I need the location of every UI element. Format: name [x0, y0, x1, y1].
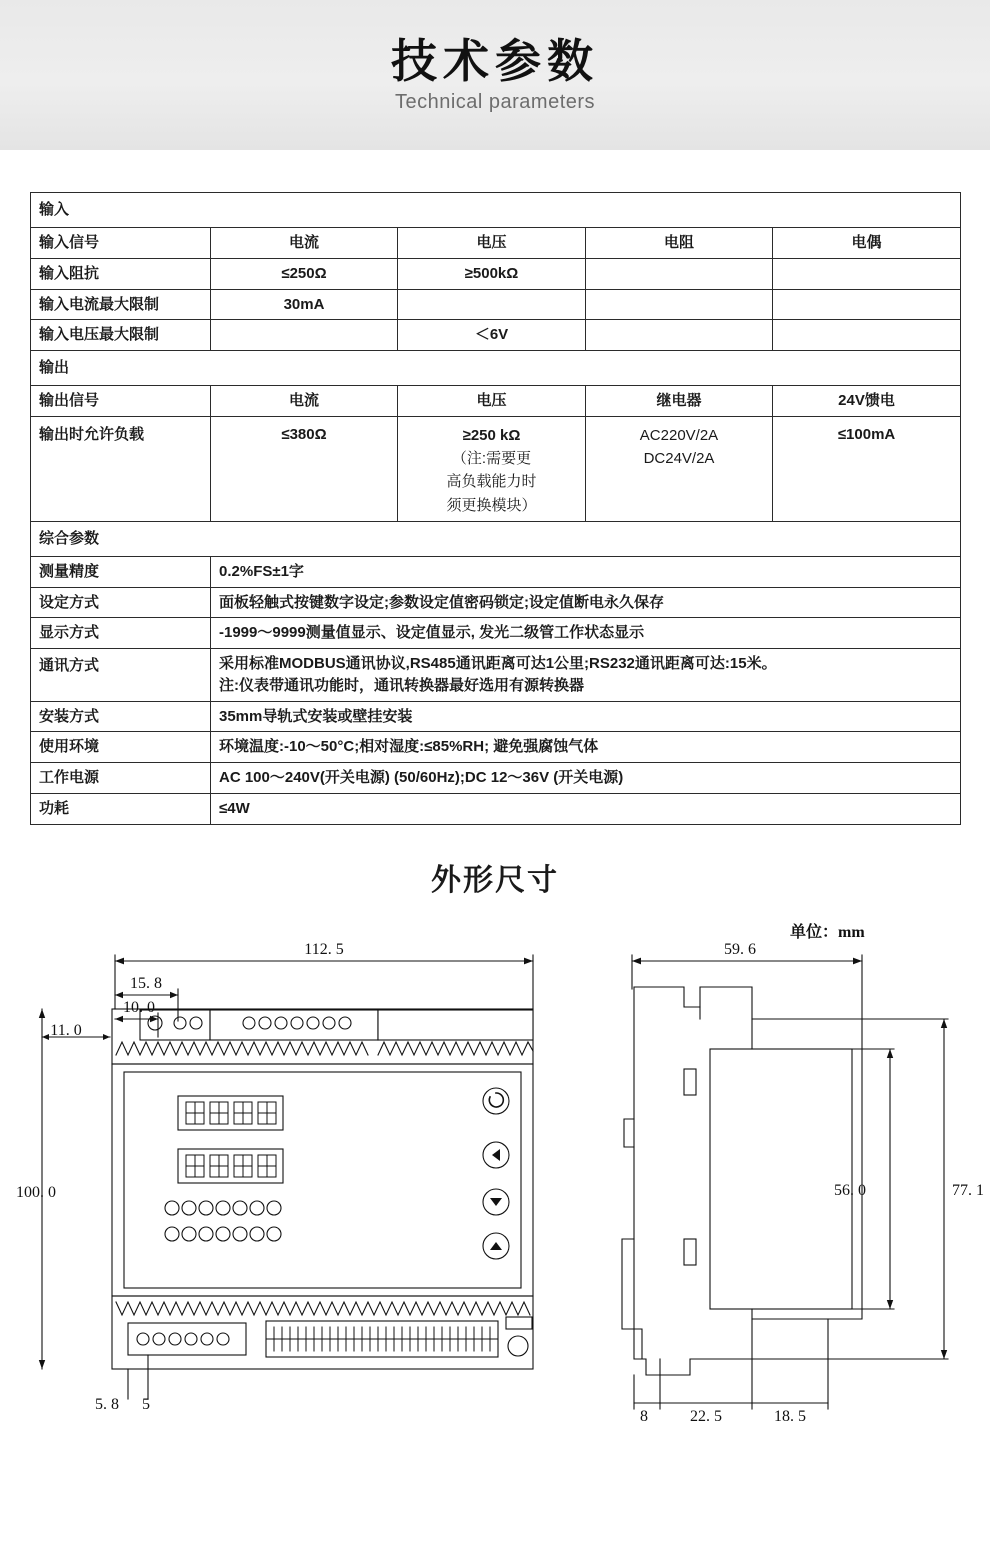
cell-accuracy-value: 0.2%FS±1字: [211, 556, 961, 587]
dim-5: 5: [142, 1395, 150, 1413]
table-row: [31, 618, 961, 649]
cell-power-consumption-value: ≤4W: [211, 793, 961, 824]
table-row: [31, 649, 961, 702]
cell-allowed-load-current: ≤380Ω: [211, 416, 398, 521]
cell-input-signal-resistance: 电阻: [586, 228, 773, 259]
table-row: [31, 793, 961, 824]
page-header: [0, 0, 990, 150]
dimension-drawings: [0, 909, 990, 1469]
dimensions-title: 外形尺寸: [431, 863, 559, 897]
row-label-max-input-current: 输入电流最大限制: [31, 289, 211, 320]
cell-allowed-load-feed: ≤100mA: [773, 416, 961, 521]
row-label-communication: 通讯方式: [31, 649, 211, 702]
table-row: [31, 732, 961, 763]
row-label-environment: 使用环境: [31, 732, 211, 763]
cell-communication-line-2: 注:仪表带通讯功能时，通讯转换器最好选用有源转换器: [219, 676, 584, 694]
section-label-input: 输入: [31, 193, 961, 228]
table-row: [31, 289, 961, 320]
dim-5-8: 5. 8: [95, 1395, 119, 1413]
dim-15-8: 15. 8: [130, 974, 162, 992]
dim-front-width: 112. 5: [304, 940, 344, 958]
dim-18-5: 18. 5: [774, 1407, 806, 1425]
cell-allowed-load-relay-ac: AC220V/2A: [639, 426, 719, 444]
cell-max-input-voltage-resistance: [586, 320, 773, 351]
cell-output-signal-relay: 继电器: [586, 386, 773, 417]
table-row: [31, 386, 961, 417]
cell-input-signal-current: 电流: [211, 228, 398, 259]
table-row: [31, 228, 961, 259]
table-section-input: [31, 193, 961, 228]
table-row: [31, 416, 961, 521]
section-label-general: 综合参数: [31, 521, 961, 556]
table-section-output: [31, 351, 961, 386]
row-label-accuracy: 测量精度: [31, 556, 211, 587]
section-label-output: 输出: [31, 351, 961, 386]
table-row: [31, 320, 961, 351]
technical-parameters-table: [30, 192, 961, 825]
page-subtitle: Technical parameters: [394, 90, 596, 113]
unit-label: 单位：mm: [790, 923, 865, 941]
table-row: [31, 556, 961, 587]
dim-11-0: 11. 0: [50, 1021, 82, 1039]
cell-output-signal-current: 电流: [211, 386, 398, 417]
row-label-setting-method: 设定方式: [31, 587, 211, 618]
table-row: [31, 701, 961, 732]
cell-display-method-value: -1999〜9999测量值显示、设定值显示, 发光二级管工作状态显示: [211, 618, 961, 649]
cell-communication-value: [211, 649, 961, 702]
cell-communication-line-1: 采用标准MODBUS通讯协议,RS485通讯距离可达1公里;RS232通讯距离可达:15米。: [219, 655, 777, 672]
cell-max-input-voltage-voltage: ＜6V: [398, 320, 586, 351]
cell-allowed-load-voltage: [398, 416, 586, 521]
cell-allowed-load-voltage-note-1: （注:需要更: [451, 450, 532, 467]
row-label-input-signal: 输入信号: [31, 228, 211, 259]
cell-output-signal-feed: 24V馈电: [773, 386, 961, 417]
dim-10-0: 10. 0: [123, 998, 155, 1016]
table-row: [31, 587, 961, 618]
dim-front-height: 100. 0: [16, 1183, 56, 1201]
cell-max-input-current-resistance: [586, 289, 773, 320]
spec-table-wrapper: [30, 192, 960, 825]
cell-input-impedance-current: ≤250Ω: [211, 258, 398, 289]
cell-max-input-current-voltage: [398, 289, 586, 320]
cell-setting-method-value: 面板轻触式按键数字设定;参数设定值密码锁定;设定值断电永久保存: [211, 587, 961, 618]
cell-power-supply-value: AC 100〜240V(开关电源) (50/60Hz);DC 12〜36V (开关电源): [211, 763, 961, 794]
row-label-max-input-voltage: 输入电压最大限制: [31, 320, 211, 351]
row-label-output-signal: 输出信号: [31, 386, 211, 417]
cell-environment-value: 环境温度:-10〜50°C;相对湿度:≤85%RH; 避免强腐蚀气体: [211, 732, 961, 763]
dim-77-1: 77. 1: [952, 1181, 984, 1199]
cell-allowed-load-voltage-note-2: 高负载能力时: [446, 473, 537, 491]
cell-max-input-voltage-thermocouple: [773, 320, 961, 351]
cell-input-impedance-resistance: [586, 258, 773, 289]
row-label-input-impedance: 输入阻抗: [31, 258, 211, 289]
row-label-allowed-load: 输出时允许负载: [31, 416, 211, 521]
cell-allowed-load-relay: [586, 416, 773, 521]
row-label-display-method: 显示方式: [31, 618, 211, 649]
cell-max-input-current-current: 30mA: [211, 289, 398, 320]
row-label-power-consumption: 功耗: [31, 793, 211, 824]
table-row: [31, 258, 961, 289]
table-row: [31, 763, 961, 794]
dim-8: 8: [640, 1407, 648, 1425]
cell-input-impedance-voltage: ≥500kΩ: [398, 258, 586, 289]
cell-max-input-voltage-current: [211, 320, 398, 351]
row-label-power-supply: 工作电源: [31, 763, 211, 794]
dim-side-width: 59. 6: [724, 940, 756, 958]
page-title: 技术参数: [391, 35, 599, 88]
dimension-svg: [0, 909, 990, 1469]
dim-22-5: 22. 5: [690, 1407, 722, 1425]
cell-input-signal-thermocouple: 电偶: [773, 228, 961, 259]
cell-output-signal-voltage: 电压: [398, 386, 586, 417]
table-section-general: [31, 521, 961, 556]
row-label-mounting: 安装方式: [31, 701, 211, 732]
cell-mounting-value: 35mm导轨式安装或壁挂安装: [211, 701, 961, 732]
cell-allowed-load-voltage-note-3: 须更换模块）: [446, 496, 537, 514]
cell-allowed-load-relay-dc: DC24V/2A: [643, 450, 715, 467]
cell-input-signal-voltage: 电压: [398, 228, 586, 259]
cell-max-input-current-thermocouple: [773, 289, 961, 320]
cell-input-impedance-thermocouple: [773, 258, 961, 289]
dim-56-0: 56. 0: [834, 1181, 866, 1199]
cell-allowed-load-voltage-main: ≥250 kΩ: [462, 426, 521, 444]
